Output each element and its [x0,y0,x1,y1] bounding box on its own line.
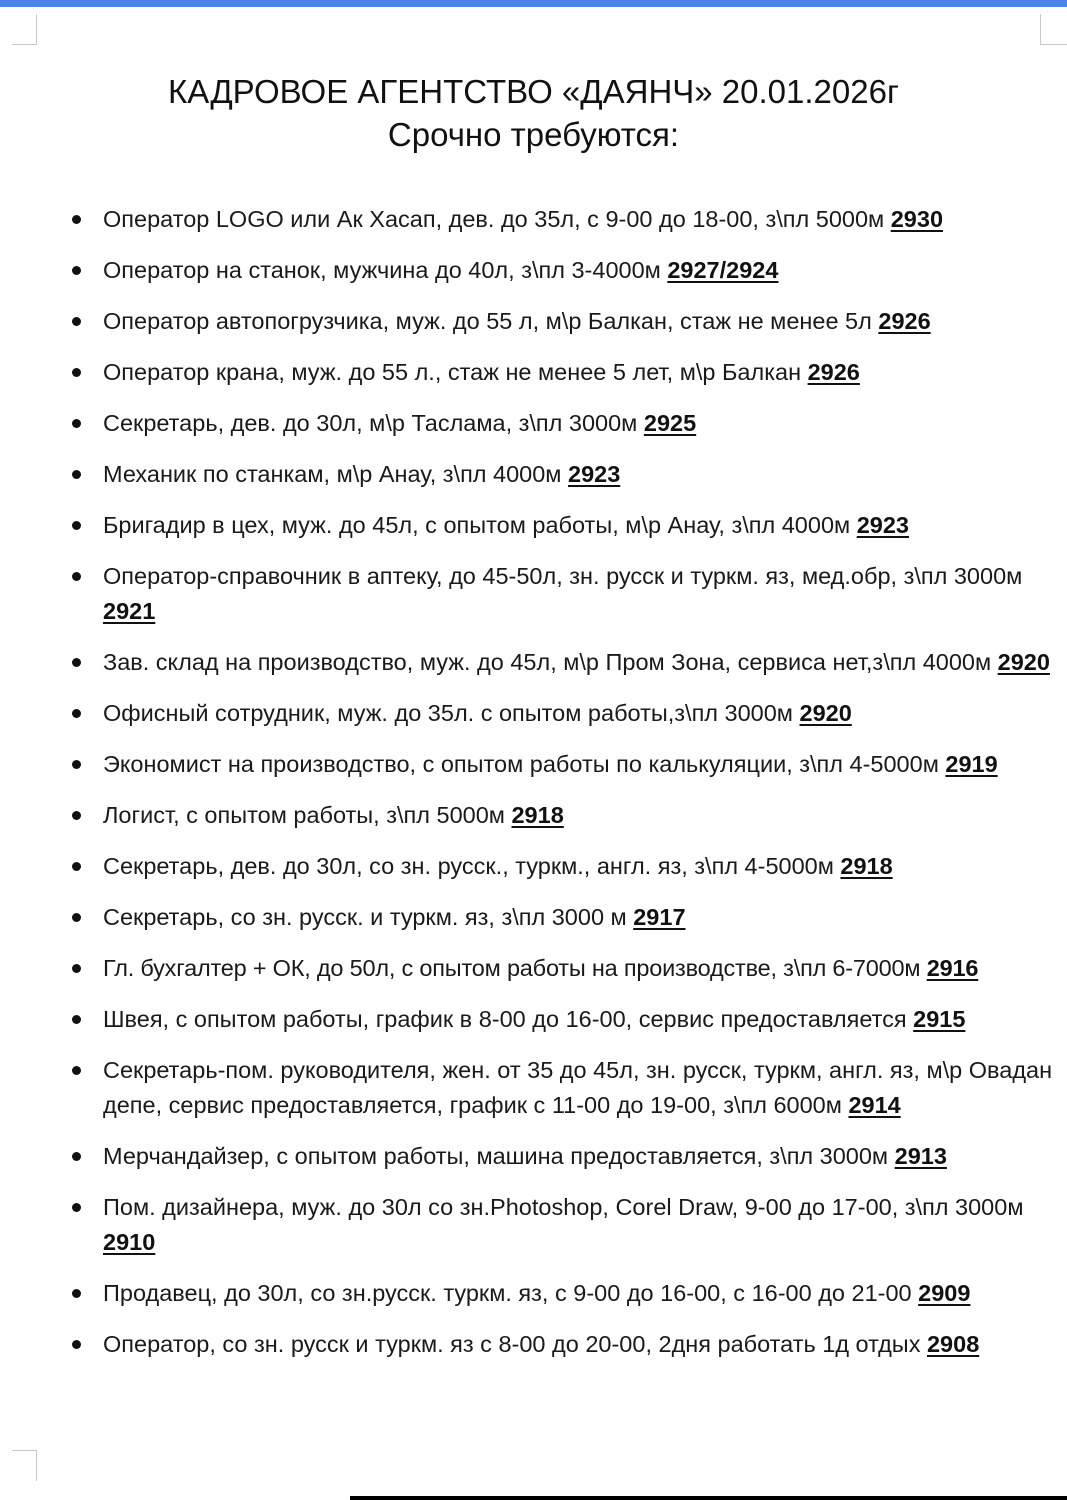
job-code: 2923 [856,512,909,538]
job-code: 2918 [840,853,893,879]
job-item [0,645,1067,680]
top-accent-bar [0,0,1067,7]
job-list [0,202,1067,1378]
job-item [0,747,1067,782]
bullet-icon [72,419,81,428]
job-text: Зав. склад на производство, муж. до 45л, м\р Пром Зона, сервиса нет,з\пл 4000м [103,649,992,675]
job-code: 2926 [878,308,931,334]
job-code: 2913 [894,1143,947,1169]
bullet-icon [72,658,81,667]
page-title [0,70,1067,156]
job-item [0,951,1067,986]
bullet-icon [72,760,81,769]
job-code: 2919 [945,751,998,777]
job-code: 2920 [997,649,1050,675]
bullet-icon [72,1340,81,1349]
bullet-icon [72,709,81,718]
job-text: Логист, с опытом работы, з\пл 5000м [103,802,505,828]
job-text: Оператор-справочник в аптеку, до 45-50л, зн. русск и туркм. яз, мед.обр, з\пл 3000м [103,563,1023,589]
job-code: 2920 [799,700,852,726]
job-item [0,406,1067,441]
job-text: Секретарь, дев. до 30л, со зн. русск., туркм., англ. яз, з\пл 4-5000м [103,853,834,879]
bullet-icon [72,266,81,275]
job-text: Секретарь, со зн. русск. и туркм. яз, з\пл 3000 м [103,904,627,930]
job-code: 2927/2924 [667,257,779,283]
job-code: 2914 [848,1092,901,1118]
bullet-icon [72,862,81,871]
bottom-divider-line [350,1496,1067,1500]
job-item [0,798,1067,833]
job-code: 2917 [633,904,686,930]
job-item [0,457,1067,492]
bullet-icon [72,368,81,377]
job-code: 2923 [568,461,621,487]
job-text: Гл. бухгалтер + ОК, до 50л, с опытом работы на производстве, з\пл 6-7000м [103,955,921,981]
job-code: 2915 [913,1006,966,1032]
bullet-icon [72,1203,81,1212]
job-code: 2921 [103,598,156,624]
job-text: Экономист на производство, с опытом работы по калькуляции, з\пл 4-5000м [103,751,939,777]
bullet-icon [72,913,81,922]
job-item [0,1276,1067,1311]
job-text: Офисный сотрудник, муж. до 35л. с опытом работы,з\пл 3000м [103,700,793,726]
page-corner-mark-top-right [1040,14,1067,45]
job-text: Секретарь-пом. руководителя, жен. от 35 до 45л, зн. русск, туркм, англ. яз, м\р Овадан депе, сервис предоставляется, график с 11-00 до 19-00, з\пл 6000м [103,1057,1053,1118]
job-item [0,1002,1067,1037]
title-urgent-wanted: Срочно требуются: [387,116,680,153]
job-text: Оператор крана, муж. до 55 л., стаж не менее 5 лет, м\р Балкан [103,359,802,385]
bullet-icon [72,317,81,326]
job-text: Мерчандайзер, с опытом работы, машина предоставляется, з\пл 3000м [103,1143,889,1169]
job-item [0,202,1067,237]
bullet-icon [72,1066,81,1075]
job-text: Механик по станкам, м\р Анау, з\пл 4000м [103,461,562,487]
job-text: Пом. дизайнера, муж. до 30л со зн.Photoshop, Corel Draw, 9-00 до 17-00, з\пл 3000м [103,1194,1024,1220]
job-text: Швея, с опытом работы, график в 8-00 до 16-00, сервис предоставляется [103,1006,907,1032]
bullet-icon [72,964,81,973]
bullet-icon [72,470,81,479]
bullet-icon [72,572,81,581]
bullet-icon [72,1289,81,1298]
title-agency-date: КАДРОВОЕ АГЕНТСТВО «ДАЯНЧ» 20.01.2026г [167,73,899,110]
job-text: Оператор LOGO или Ак Хасап, дев. до 35л, с 9-00 до 18-00, з\пл 5000м [103,206,885,232]
job-text: Оператор на станок, мужчина до 40л, з\пл 3-4000м [103,257,661,283]
job-item [0,253,1067,288]
job-item [0,1190,1067,1260]
job-item [0,304,1067,339]
job-code: 2909 [918,1280,971,1306]
bullet-icon [72,215,81,224]
job-text: Оператор, со зн. русск и туркм. яз с 8-00 до 20-00, 2дня работать 1д отдых [103,1331,921,1357]
job-code: 2925 [643,410,697,436]
job-item [0,1139,1067,1174]
job-text: Бригадир в цех, муж. до 45л, с опытом работы, м\р Анау, з\пл 4000м [103,512,851,538]
job-text: Оператор автопогрузчика, муж. до 55 л, м\р Балкан, стаж не менее 5л [103,308,872,334]
job-item [0,849,1067,884]
job-item [0,696,1067,731]
job-code: 2910 [103,1229,156,1255]
job-code: 2926 [807,359,860,385]
bullet-icon [72,1152,81,1161]
job-item [0,508,1067,543]
page-corner-mark-bottom-left [12,1450,37,1481]
job-item [0,1053,1067,1123]
job-code: 2918 [511,802,564,828]
bullet-icon [72,811,81,820]
job-text: Секретарь, дев. до 30л, м\р Таслама, з\пл 3000м [103,410,638,436]
job-item [0,900,1067,935]
job-item [0,559,1067,629]
bullet-icon [72,521,81,530]
job-item [0,355,1067,390]
job-code: 2930 [890,206,944,232]
job-code: 2908 [926,1331,980,1357]
job-code: 2916 [926,955,979,981]
job-text: Продавец, до 30л, со зн.русск. туркм. яз, с 9-00 до 16-00, с 16-00 до 21-00 [103,1280,912,1306]
bullet-icon [72,1015,81,1024]
page-corner-mark-top-left [12,14,37,45]
job-item [0,1327,1067,1362]
